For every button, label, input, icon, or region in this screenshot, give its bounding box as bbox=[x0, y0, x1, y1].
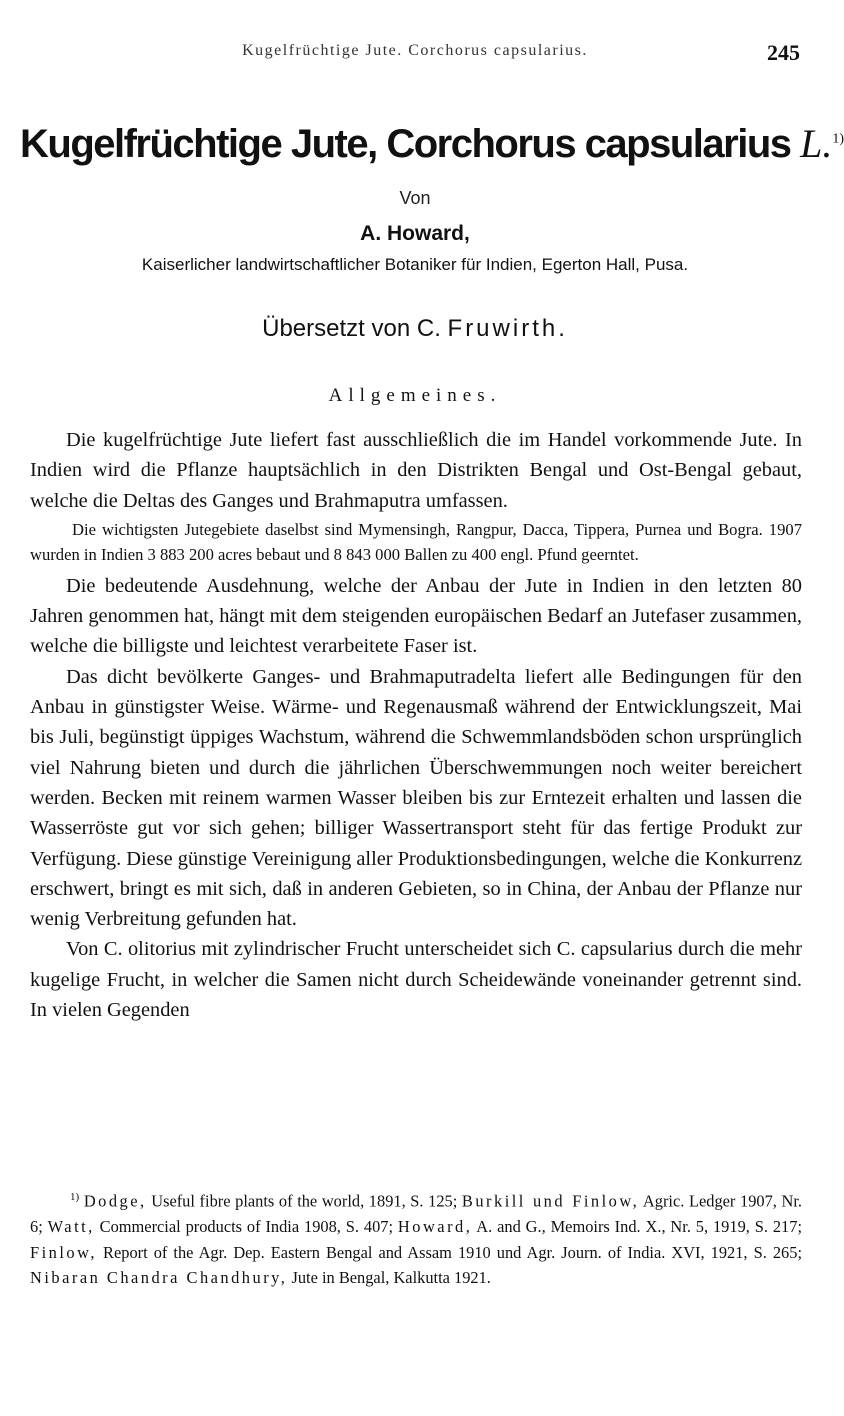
article-title-text: Kugelfrüchtige Jute, Corchorus capsularius bbox=[20, 122, 791, 166]
footnote-segment-1: Useful fibre plants of the world, 1891, S. 125; bbox=[146, 1191, 462, 1211]
footnote-segment-5: Report of the Agr. Dep. Eastern Bengal and Assam 1910 und Agr. Journ. of India. XVI, 1921, S. 265; bbox=[96, 1242, 802, 1262]
footnote-segment-2: Agric. Ledger 1907, Nr. 6; bbox=[30, 1191, 803, 1237]
section-heading: Allgemeines. bbox=[328, 385, 502, 406]
footnote-segment-4: A. and G., Memoirs Ind. X., Nr. 5, 1919, S. 217; bbox=[472, 1217, 802, 1237]
footnote-text bbox=[30, 1185, 802, 1291]
footnote-segment-3: Commercial products of India 1908, S. 407; bbox=[94, 1217, 398, 1237]
footnote-mark: 1) bbox=[70, 1191, 80, 1203]
footnote-name-nibaran: Nibaran Chandra Chandhury, bbox=[30, 1268, 288, 1288]
running-head bbox=[30, 40, 800, 70]
footnote-name-dodge: Dodge, bbox=[83, 1191, 147, 1211]
footnote bbox=[30, 1185, 802, 1291]
article-title bbox=[20, 120, 844, 167]
paragraph-5: Von C. olitorius mit zylindrischer Frucht unterscheidet sich C. capsularius durch die mehr kugelige Frucht, in welcher die Samen nicht durch Scheidewände voneinander getrennt sind. In vielen Gegenden bbox=[30, 938, 802, 1022]
paragraph-4: Das dicht bevölkerte Ganges- und Brahmaputradelta liefert alle Bedingungen für den Anbau in günstigster Weise. Wärme- und Regenausmaß während der Entwicklungszeit, Mai bis Juli, begünstigt üppiges Wachstum, während die Schwemmlandsböden schon ursprünglich viel Nahrung bieten und durch die jährlichen Überschwemmungen noch weiter bereichert werden. Becken mit reinem warmen Wasser bleiben bis zur Erntezeit erhalten und lassen die Wasserröste gut vor sich gehen; billiger Wassertransport steht für das fertige Produkt zur Verfügung. Diese günstige Vereinigung aller Produktionsbedingungen, welche die Konkurrenz erschwert, bringt es mit sich, daß in anderen Gebieten, so in China, der Anbau der Pflanze nur wenig Verbreitung gefunden hat. bbox=[30, 665, 803, 931]
paragraph-2-small-print: Die wichtigsten Jutegebiete daselbst sind Mymensingh, Rangpur, Dacca, Tippera, Purnea und Bogra. 1907 wurden in Indien 3 883 200 acres bebaut und 8 843 000 Ballen zu 400 engl. Pfund geerntet. bbox=[30, 519, 802, 564]
footnote-name-burkill: Burkill und Finlow, bbox=[461, 1191, 640, 1211]
byline-von: Von bbox=[399, 188, 431, 208]
paragraph-1: Die kugelfrüchtige Jute liefert fast ausschließlich die im Handel vorkommende Jute. In Indien wird die Pflanze hauptsächlich in den Distrikten Bengal und Ost-Bengal gebaut, welche die Deltas des Ganges und Brahmaputra umfassen. bbox=[30, 429, 802, 512]
article-title-author-abbr: L. bbox=[800, 121, 833, 166]
translator-name: Fruwirth. bbox=[447, 315, 568, 342]
title-footnote-mark: 1) bbox=[832, 131, 844, 147]
author-name: A. Howard, bbox=[360, 222, 470, 245]
translator-prefix: Übersetzt von C. bbox=[262, 315, 441, 342]
translator-line bbox=[0, 315, 830, 343]
body-text bbox=[30, 425, 802, 1025]
footnote-segment-6: Jute in Bengal, Kalkutta 1921. bbox=[287, 1268, 491, 1288]
footnote-name-watt: Watt, bbox=[47, 1217, 95, 1237]
footnote-name-howard: Howard, bbox=[397, 1217, 473, 1237]
paragraph-3: Die bedeutende Ausdehnung, welche der Anbau der Jute in Indien in den letzten 80 Jahren genommen hat, hängt mit dem steigenden europäischen Bedarf an Jutefaser zusammen, welche die billigste und leichtest verarbeitete Faser ist. bbox=[30, 574, 802, 658]
page-number: 245 bbox=[767, 40, 800, 65]
author-affiliation: Kaiserlicher landwirtschaftlicher Botaniker für Indien, Egerton Hall, Pusa. bbox=[141, 255, 689, 274]
footnote-name-finlow: Finlow, bbox=[30, 1242, 97, 1262]
running-title: Kugelfrüchtige Jute. Corchorus capsularius. bbox=[242, 42, 588, 59]
